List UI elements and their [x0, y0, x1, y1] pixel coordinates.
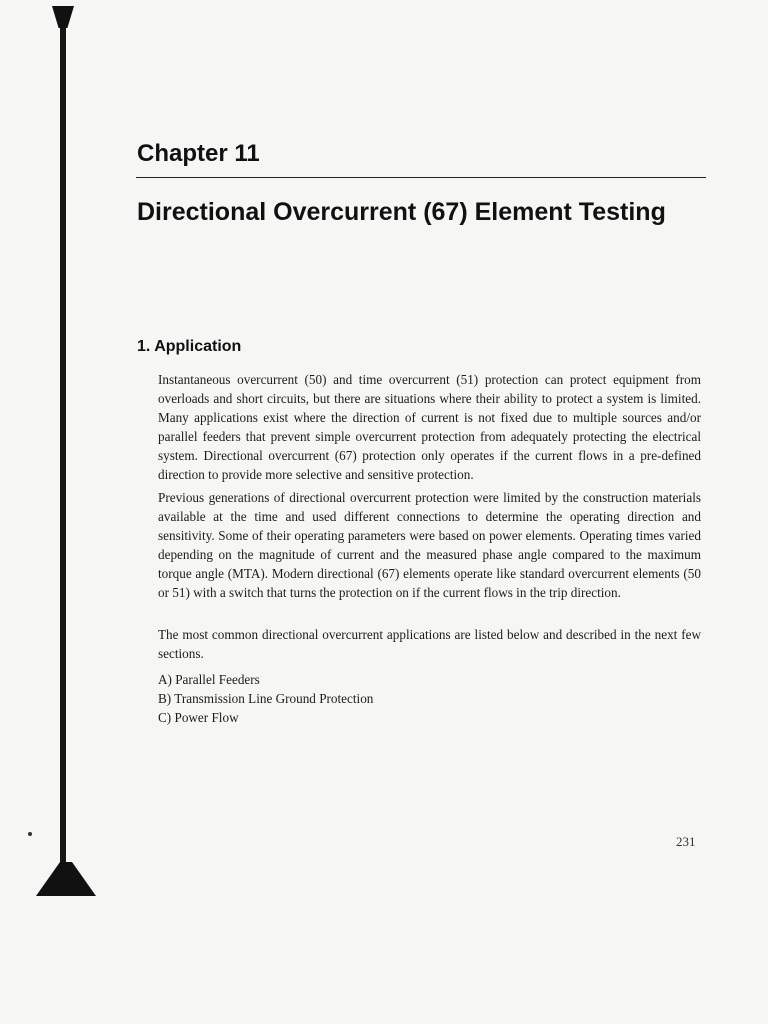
chapter-label: Chapter 11 [137, 140, 260, 167]
application-list [158, 670, 373, 727]
list-item: C) Power Flow [158, 710, 239, 725]
binding-spine-top [52, 6, 74, 28]
paragraph-1: Instantaneous overcurrent (50) and time overcurrent (51) protection can protect equipment from overloads and short circuits, but there are situations where their ability to protect a system is limited. Many applications exist where the direction of current is not fixed due to multiple sources and/or parallel feeders that prevent simple overcurrent protection from adequately protecting the electrical system. Directional overcurrent (67) protection only operates if the current flows in a pre-defined direction to provide more selective and sensitive protection. [158, 372, 701, 482]
scan-artifact-dot [28, 832, 32, 836]
list-item: B) Transmission Line Ground Protection [158, 691, 374, 706]
section-heading: 1. Application [137, 338, 242, 355]
paragraph-2: Previous generations of directional overcurrent protection were limited by the construction materials available at the time and used different connections to determine the operating direction and sensitivity. Some of their operating parameters were based on power elements. Operating times varied depending on the magnitude of current and the measured phase angle compared to the maximum torque angle (MTA). Modern directional (67) elements operate like standard overcurrent elements (50 or 51) with a switch that turns the protection on if the current flows in the trip direction. [158, 490, 701, 600]
page-number: 231 [676, 834, 696, 849]
binding-spine-line [60, 10, 66, 890]
list-item: A) Parallel Feeders [158, 672, 260, 687]
chapter-title: Directional Overcurrent (67) Element Testing [137, 198, 666, 226]
binding-spine-bottom [36, 862, 96, 896]
paragraph-3: The most common directional overcurrent applications are listed below and described in the next few sections. [158, 627, 701, 661]
chapter-rule [136, 177, 706, 178]
